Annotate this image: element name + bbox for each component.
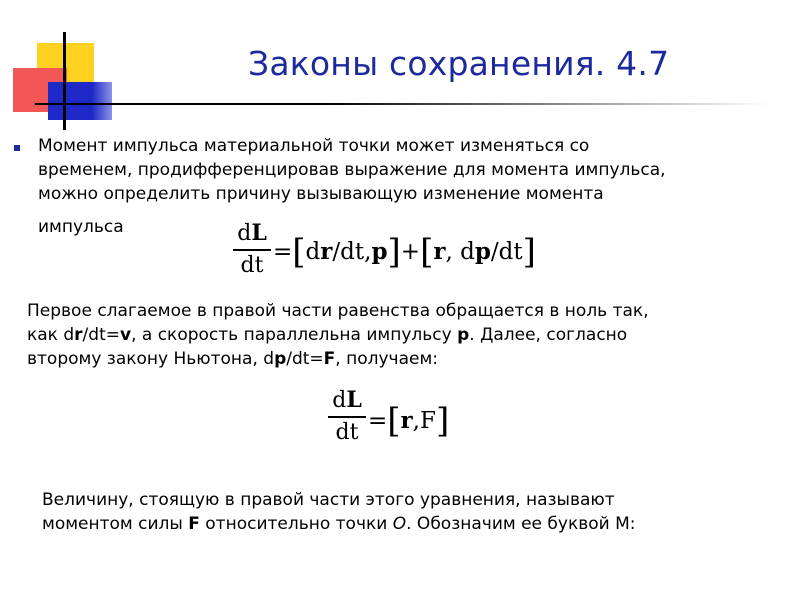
equation-1-rhs: =[dr/dt,p]+[r, dp/dt] <box>273 232 536 272</box>
bullet-line-4: импульса <box>38 217 124 237</box>
bullet-line-2: временем, продифференцировав выражение для момента импульса, <box>38 160 666 180</box>
paragraph-2-line-1: Первое слагаемое в правой части равенства обращается в ноль так, <box>27 301 649 321</box>
bullet-paragraph <box>38 134 666 206</box>
slide-title: Законы сохранения. 4.7 <box>248 44 670 83</box>
bullet-line-1: Момент импульса материальной точки может изменяться со <box>38 136 590 156</box>
bullet-marker-icon <box>14 145 20 151</box>
equation-1-fraction <box>233 220 271 279</box>
equation-2-numerator: dL <box>332 387 362 413</box>
fraction-bar <box>233 249 271 251</box>
paragraph-3-line-1: Величину, стоящую в правой части этого уравнения, называют <box>42 490 615 510</box>
equation-2-fraction <box>328 387 366 446</box>
paragraph-2-line-3: второму закону Ньютона, dp/dt=F, получаем: <box>27 349 439 369</box>
paragraph-3 <box>42 488 636 536</box>
bullet-line-3: можно определить причину вызывающую изменение момента <box>38 184 604 204</box>
equation-1-denominator: dt <box>240 252 264 278</box>
paragraph-2-line-2: как dr/dt=v, а скорость параллельна импульсу p. Далее, согласно <box>27 325 628 345</box>
decor-vertical-line <box>63 32 66 130</box>
fraction-bar <box>328 416 366 418</box>
paragraph-3-line-2: моментом силы F относительно точки O. Обозначим ее буквой M: <box>42 514 636 534</box>
equation-2-rhs: =[r,F] <box>368 401 450 441</box>
paragraph-2 <box>27 299 649 371</box>
decor-blue-gradient <box>92 82 112 120</box>
equation-2-denominator: dt <box>335 419 359 445</box>
equation-1-numerator: dL <box>237 220 267 246</box>
title-underline <box>35 103 770 105</box>
